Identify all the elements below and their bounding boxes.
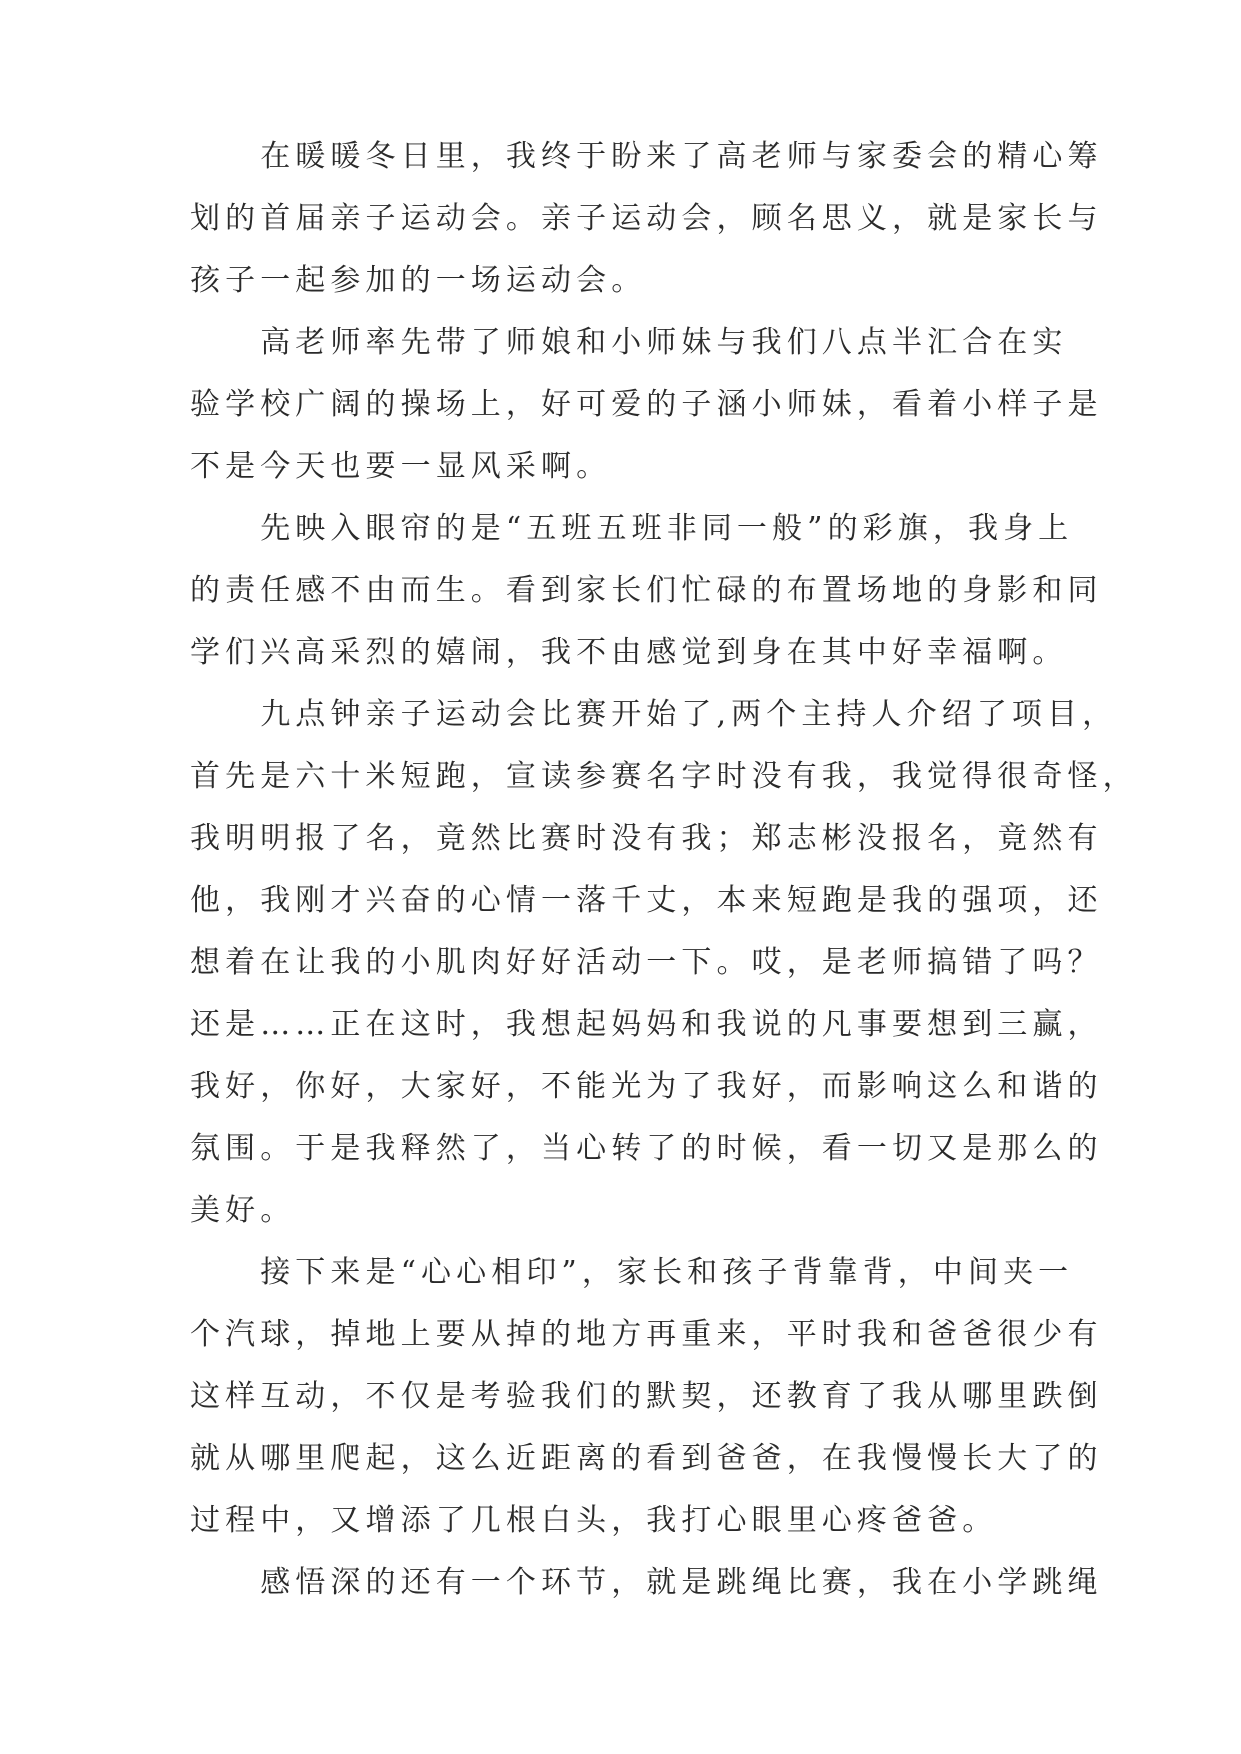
text-line: 美好。: [190, 1193, 296, 1228]
text-line: 过程中，又增添了几根白头，我打心眼里心疼爸爸。: [190, 1503, 998, 1538]
text-line: 孩子一起参加的一场运动会。: [190, 263, 647, 298]
text-line: 他，我刚才兴奋的心情一落千丈，本来短跑是我的强项，还: [190, 883, 1103, 918]
text-line: 高老师率先带了师娘和小师妹与我们八点半汇合在实: [190, 325, 1068, 360]
text-line: 首先是六十米短跑，宣读参赛名字时没有我，我觉得很奇怪，: [190, 759, 1138, 794]
text-line: 就从哪里爬起，这么近距离的看到爸爸，在我慢慢长大了的: [190, 1441, 1103, 1476]
text-line: 不是今天也要一显风采啊。: [190, 449, 612, 484]
text-line: 我好，你好，大家好，不能光为了我好，而影响这么和谐的: [190, 1069, 1103, 1104]
text-line: 九点钟亲子运动会比赛开始了,两个主持人介绍了项目，: [190, 697, 1118, 732]
text-line: 感悟深的还有一个环节，就是跳绳比赛，我在小学跳绳: [190, 1565, 1103, 1600]
text-line: 氛围。于是我释然了，当心转了的时候，看一切又是那么的: [190, 1131, 1103, 1166]
text-line: 的责任感不由而生。看到家长们忙碌的布置场地的身影和同: [190, 573, 1103, 608]
text-line: 我明明报了名，竟然比赛时没有我；郑志彬没报名，竟然有: [190, 821, 1103, 856]
text-line: 还是……正在这时，我想起妈妈和我说的凡事要想到三赢，: [190, 1007, 1103, 1042]
text-line: 验学校广阔的操场上，好可爱的子涵小师妹，看着小样子是: [190, 387, 1103, 422]
article-body: [190, 126, 1138, 1614]
text-line: 接下来是“心心相印”，家长和孩子背靠背，中间夹一: [190, 1255, 1074, 1290]
text-line: 在暖暖冬日里，我终于盼来了高老师与家委会的精心筹: [190, 139, 1103, 174]
text-line: 先映入眼帘的是“五班五班非同一般”的彩旗，我身上: [190, 511, 1074, 546]
text-line: 想着在让我的小肌肉好好活动一下。哎，是老师搞错了吗？: [190, 945, 1103, 980]
text-line: 划的首届亲子运动会。亲子运动会，顾名思义，就是家长与: [190, 201, 1103, 236]
text-line: 这样互动，不仅是考验我们的默契，还教育了我从哪里跌倒: [190, 1379, 1103, 1414]
text-line: 学们兴高采烈的嬉闹，我不由感觉到身在其中好幸福啊。: [190, 635, 1068, 670]
text-line: 个汽球，掉地上要从掉的地方再重来，平时我和爸爸很少有: [190, 1317, 1103, 1352]
